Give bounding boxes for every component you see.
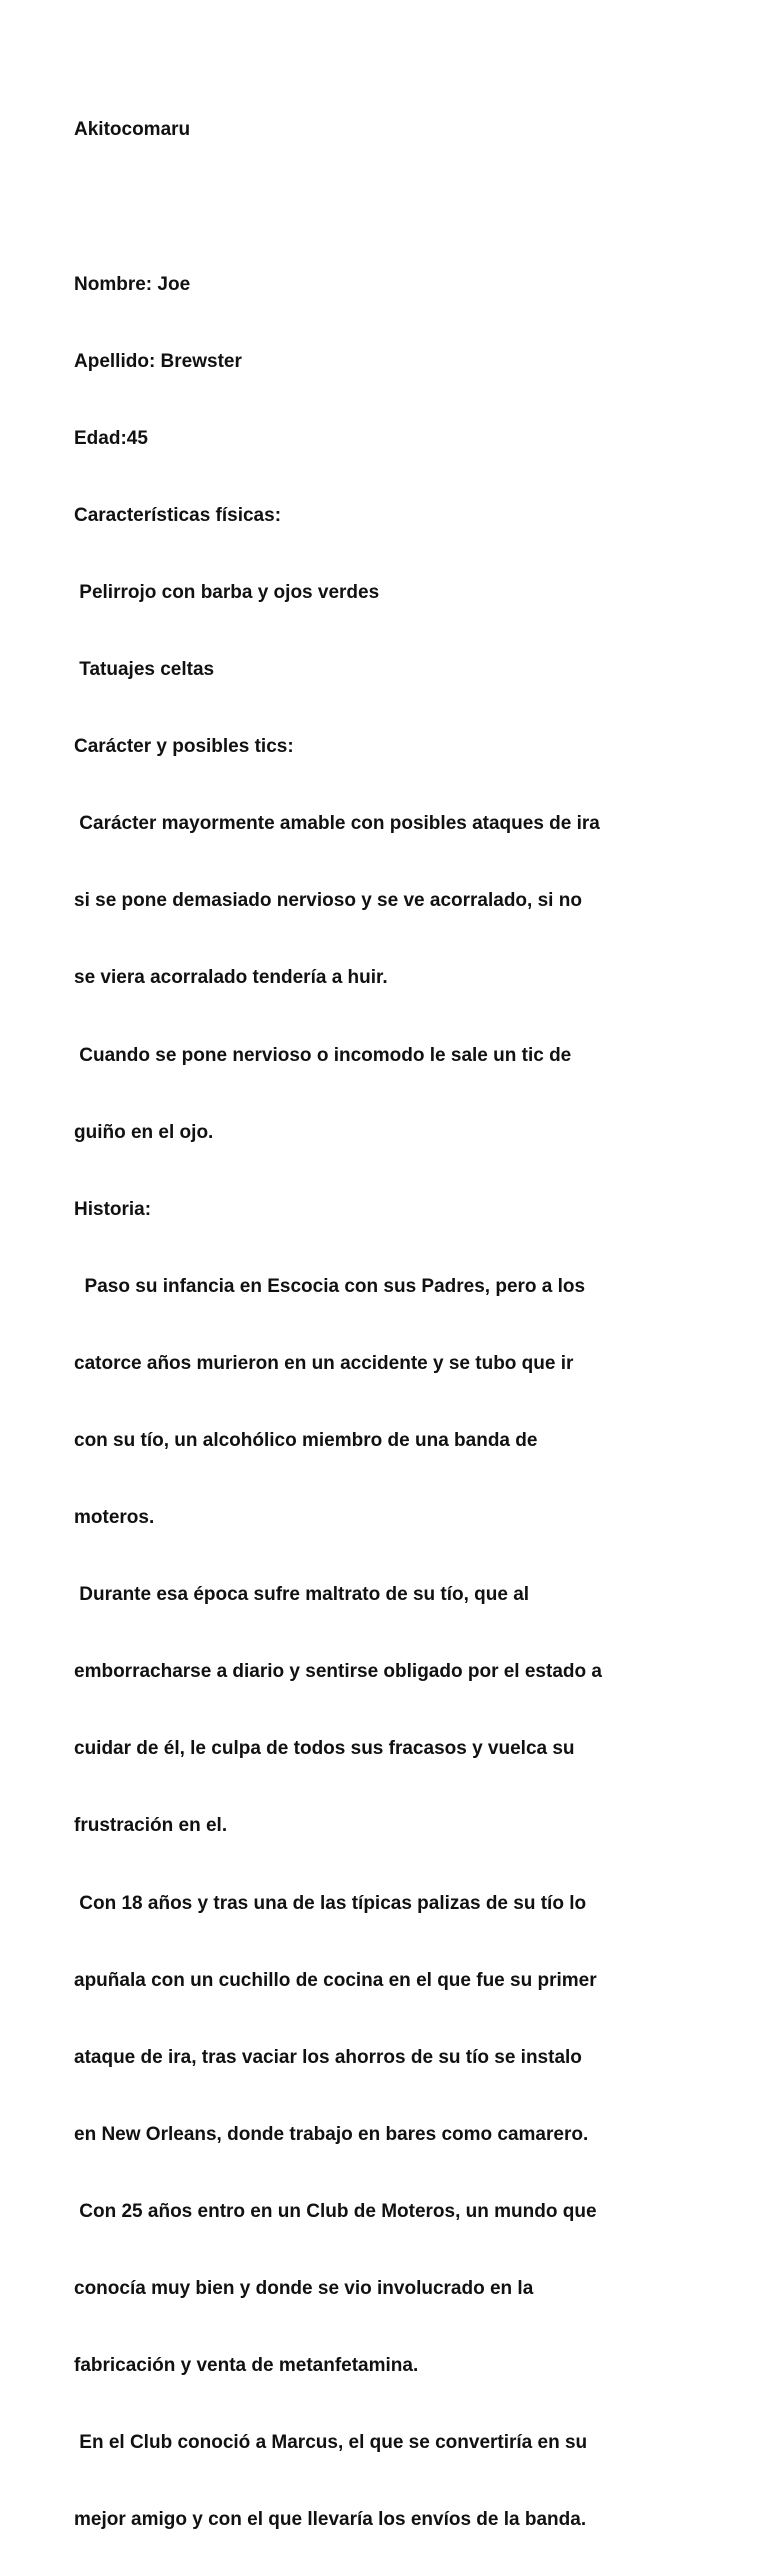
historia-line: emborracharse a diario y sentirse obligado por el estado a	[74, 1661, 602, 1683]
field-nombre: Nombre: Joe	[74, 273, 191, 295]
historia-line: con su tío, un alcohólico miembro de una banda de	[74, 1430, 538, 1451]
historia-line: moteros.	[74, 1507, 155, 1529]
caracter-line: Carácter mayormente amable con posibles ataques de ira	[74, 813, 600, 835]
historia-line: cuidar de él, le culpa de todos sus fracasos y vuelca su	[74, 1738, 575, 1760]
historia-line: conocía muy bien y donde se vio involucrado en la	[74, 2278, 534, 2300]
historia-line: En el Club conoció a Marcus, el que se convertiría en su	[74, 2432, 588, 2454]
caracter-line: guiño en el ojo.	[74, 1121, 214, 1143]
field-apellido: Apellido: Brewster	[74, 350, 242, 372]
historia-line: fabricación y venta de metanfetamina.	[74, 2355, 419, 2377]
caracter-line: si se pone demasiado nervioso y se ve acorralado, si no	[74, 890, 582, 912]
historia-line: Durante esa época sufre maltrato de su tío, que al	[74, 1584, 530, 1606]
heading-caracter: Carácter y posibles tics:	[74, 736, 294, 758]
historia-line: frustración en el.	[74, 1815, 228, 1837]
caracter-line: Cuando se pone nervioso o incomodo le sale un tic de	[74, 1044, 572, 1066]
historia-line: Paso su infancia en Escocia con sus Padres, pero a los	[74, 1275, 586, 1297]
historia-line: apuñala con un cuchillo de cocina en el que fue su primer	[74, 1969, 597, 1991]
historia-line: Con 18 años y tras una de las típicas palizas de su tío lo	[74, 1892, 587, 1914]
field-edad: Edad:45	[74, 427, 148, 449]
caracter-line: se viera acorralado tendería a huir.	[74, 967, 388, 989]
heading-historia: Historia:	[74, 1198, 152, 1220]
historia-line: mejor amigo y con el que llevaría los envíos de la banda.	[74, 2509, 587, 2531]
document-body	[74, 66, 734, 2559]
caracteristica-line: Tatuajes celtas	[74, 659, 215, 681]
historia-line: Con 25 años entro en un Club de Moteros, un mundo que	[74, 2200, 597, 2222]
caracteristica-line: Pelirrojo con barba y ojos verdes	[74, 581, 380, 603]
historia-line: ataque de ira, tras vaciar los ahorros de su tío se instalo	[74, 2046, 582, 2068]
author-name: Akitocomaru	[74, 119, 191, 141]
blank-line	[74, 195, 734, 221]
historia-line: en New Orleans, donde trabajo en bares como camarero.	[74, 2123, 589, 2145]
heading-caracteristicas: Características físicas:	[74, 504, 282, 526]
historia-line: catorce años murieron en un accidente y se tubo que ir	[74, 1352, 574, 1374]
